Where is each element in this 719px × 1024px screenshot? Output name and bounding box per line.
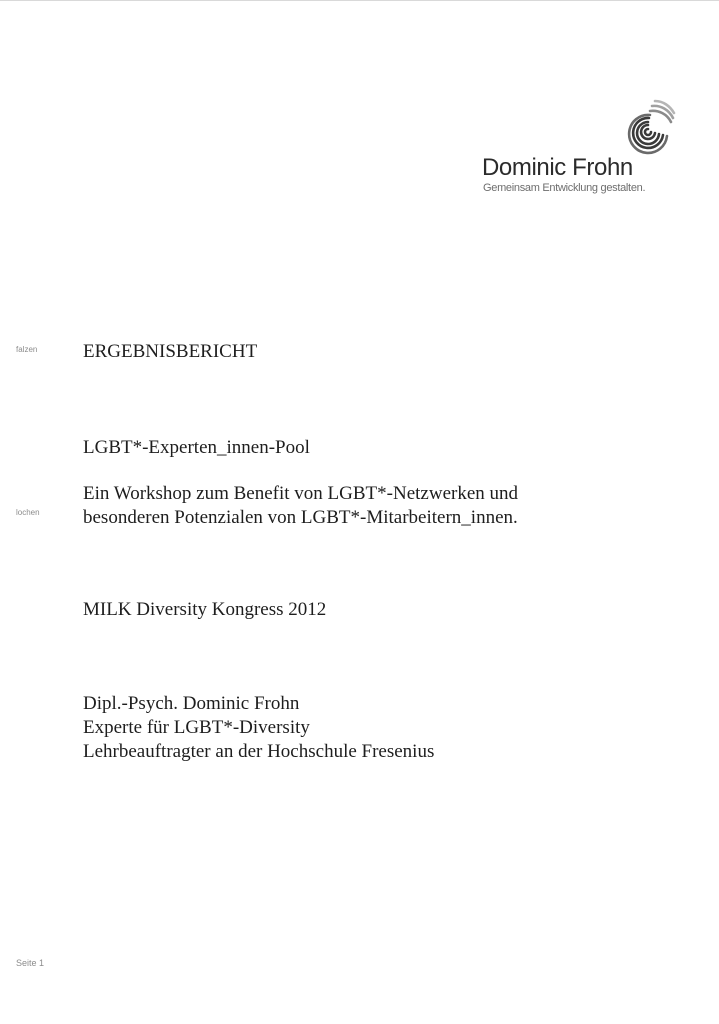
- document-subtitle: LGBT*-Experten_innen-Pool: [83, 437, 310, 458]
- logo-name: Dominic Frohn: [482, 154, 633, 181]
- page-number: Seite 1: [16, 958, 45, 968]
- logo: [482, 98, 682, 198]
- description-line-1: Ein Workshop zum Benefit von LGBT*-Netzwerken und: [83, 483, 519, 504]
- author-affiliation: Lehrbeauftragter an der Hochschule Fresenius: [83, 741, 435, 762]
- author-role: Experte für LGBT*-Diversity: [83, 717, 310, 738]
- fingerprint-spiral-icon: [626, 98, 676, 160]
- logo-tagline: Gemeinsam Entwicklung gestalten.: [483, 182, 646, 194]
- description-line-2: besonderen Potenzialen von LGBT*-Mitarbeitern_innen.: [83, 507, 518, 528]
- author-name: Dipl.-Psych. Dominic Frohn: [83, 693, 300, 714]
- fold-mark-label: falzen: [16, 345, 38, 354]
- punch-mark-label: lochen: [16, 508, 40, 517]
- document-title: ERGEBNISBERICHT: [83, 341, 258, 362]
- event-name: MILK Diversity Kongress 2012: [83, 599, 327, 620]
- page-top-border: [0, 0, 719, 1]
